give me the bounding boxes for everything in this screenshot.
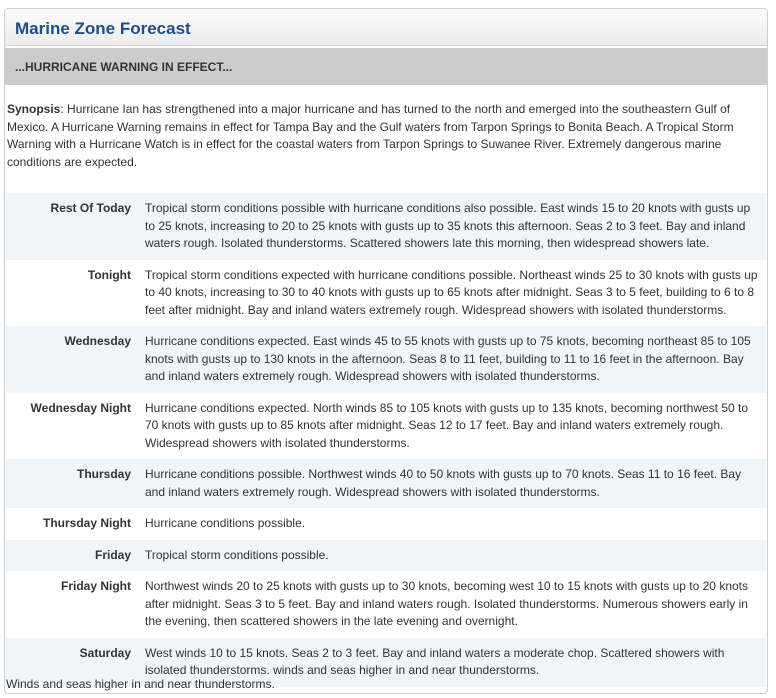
forecast-row — [6, 193, 766, 260]
hazard-warning-text: ...HURRICANE WARNING IN EFFECT... — [15, 60, 233, 74]
synopsis-text: : Hurricane Ian has strengthened into a major hurricane and has turned to the north and emerged into the southeastern Gulf of Mexico. A Hurricane Warning remains in effect for Tampa Bay and the Gulf waters from Tarpon Springs to Bonita Beach. A Tropical Storm Warning with a Hurricane Watch is in effect for the coastal waters from Tarpon Springs to Suwanee River. Extremely dangerous marine conditions are expected. — [7, 102, 734, 169]
forecast-period: Thursday — [6, 459, 139, 508]
forecast-text: Hurricane conditions expected. North winds 85 to 105 knots with gusts up to 135 knots, becoming northwest 50 to 70 knots with gusts up to 85 knots after midnight. Seas 12 to 17 feet. Bay and inland waters extremely rough. Widespread showers with isolated thunderstorms. — [139, 393, 766, 460]
forecast-row — [6, 393, 766, 460]
forecast-row — [6, 508, 766, 540]
forecast-text: Tropical storm conditions expected with hurricane conditions possible. Northeast winds 25 to 30 knots with gusts up to 40 knots, increasing to 30 to 40 knots with gusts up to 65 knots after midnight. Seas 3 to 5 feet, building to 6 to 8 feet after midnight. Bay and inland waters extremely rough. Widespread showers with isolated thunderstorms. — [139, 260, 766, 327]
forecast-period: Rest Of Today — [6, 193, 139, 260]
forecast-row — [6, 326, 766, 393]
forecast-text: Tropical storm conditions possible. — [139, 540, 766, 572]
forecast-row — [6, 540, 766, 572]
forecast-period: Tonight — [6, 260, 139, 327]
forecast-period: Friday — [6, 540, 139, 572]
forecast-text: Hurricane conditions possible. — [139, 508, 766, 540]
panel-title: Marine Zone Forecast — [15, 19, 191, 38]
forecast-row — [6, 260, 766, 327]
forecast-text: Hurricane conditions possible. Northwest winds 40 to 50 knots with gusts up to 70 knots. Seas 11 to 16 feet. Bay and inland waters extremely rough. Widespread showers with isolated thunderstorms. — [139, 459, 766, 508]
forecast-row — [6, 571, 766, 638]
footer-note: Winds and seas higher in and near thunderstorms. — [6, 677, 275, 691]
forecast-text: Hurricane conditions expected. East winds 45 to 55 knots with gusts up to 75 knots, becoming northeast 85 to 105 knots with gusts up to 130 knots in the afternoon. Seas 8 to 11 feet, building to 11 to 16 feet in the afternoon. Bay and inland waters extremely rough. Widespread showers with isolated thunderstorms. — [139, 326, 766, 393]
forecast-period: Friday Night — [6, 571, 139, 638]
forecast-table — [6, 193, 766, 687]
forecast-text: Northwest winds 20 to 25 knots with gusts up to 30 knots, becoming west 10 to 15 knots with gusts up to 20 knots after midnight. Seas 3 to 5 feet. Bay and inland waters rough. Isolated thunderstorms. Numerous showers early in the evening, then scattered showers in the late evening and overnight. — [139, 571, 766, 638]
forecast-period: Saturday — [6, 638, 139, 687]
hazard-warning-bar — [5, 48, 767, 85]
synopsis — [7, 101, 757, 171]
synopsis-label: Synopsis — [7, 102, 61, 116]
forecast-row — [6, 459, 766, 508]
forecast-period: Wednesday Night — [6, 393, 139, 460]
forecast-period: Wednesday — [6, 326, 139, 393]
forecast-text: West winds 10 to 15 knots. Seas 2 to 3 feet. Bay and inland waters a moderate chop. Scattered showers with isolated thunderstorms. winds and seas higher in and near thunderstorms. — [139, 638, 766, 687]
panel-header — [5, 9, 767, 46]
forecast-table-body — [6, 193, 766, 687]
forecast-period: Thursday Night — [6, 508, 139, 540]
marine-forecast-panel — [4, 8, 768, 694]
forecast-text: Tropical storm conditions possible with hurricane conditions also possible. East winds 15 to 20 knots with gusts up to 25 knots, increasing to 20 to 25 knots with gusts up to 35 knots this afternoon. Seas 2 to 3 feet. Bay and inland waters rough. Isolated thunderstorms. Scattered showers late this morning, then widespread showers late. — [139, 193, 766, 260]
